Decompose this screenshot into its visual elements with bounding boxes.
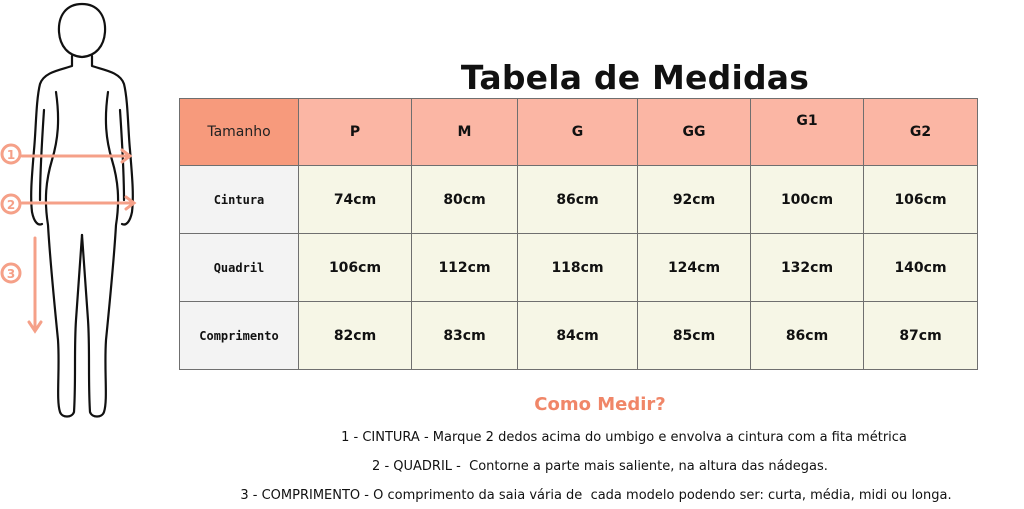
corner-cell: Tamanho xyxy=(180,99,299,166)
table-cell: 100cm xyxy=(751,166,864,234)
table-cell: 106cm xyxy=(299,234,412,302)
size-table xyxy=(179,98,978,370)
table-cell: 106cm xyxy=(864,166,978,234)
table-cell: 118cm xyxy=(518,234,638,302)
table-cell: 85cm xyxy=(638,302,751,370)
marker-3 xyxy=(2,264,20,282)
table-row xyxy=(180,302,978,370)
table-cell: 80cm xyxy=(412,166,518,234)
table-cell: 82cm xyxy=(299,302,412,370)
table-row xyxy=(180,234,978,302)
table-cell: 132cm xyxy=(751,234,864,302)
table-cell: 124cm xyxy=(638,234,751,302)
instruction-waist: 1 - CINTURA - Marque 2 dedos acima do umbigo e envolva a cintura com a fita métrica xyxy=(341,430,907,445)
marker-1 xyxy=(2,145,20,163)
size-header: GG xyxy=(638,99,751,166)
instruction-hip: 2 - QUADRIL - Contorne a parte mais saliente, na altura das nádegas. xyxy=(372,459,828,474)
svg-text:1: 1 xyxy=(6,148,16,162)
table-cell: 140cm xyxy=(864,234,978,302)
table-cell: 84cm xyxy=(518,302,638,370)
marker-2 xyxy=(2,195,20,213)
table-cell: 86cm xyxy=(518,166,638,234)
instruction-length: 3 - COMPRIMENTO - O comprimento da saia vária de cada modelo podendo ser: curta, média, midi ou longa. xyxy=(240,488,952,503)
size-header: M xyxy=(412,99,518,166)
row-label: Cintura xyxy=(180,166,299,234)
table-header-row xyxy=(180,99,978,166)
row-label: Comprimento xyxy=(180,302,299,370)
table-cell: 87cm xyxy=(864,302,978,370)
table-row xyxy=(180,166,978,234)
svg-text:3: 3 xyxy=(6,267,16,281)
size-header: G1 xyxy=(751,99,864,166)
svg-text:2: 2 xyxy=(6,198,16,212)
table-cell: 86cm xyxy=(751,302,864,370)
size-header: G xyxy=(518,99,638,166)
page-title: Tabela de Medidas xyxy=(460,58,810,97)
row-label: Quadril xyxy=(180,234,299,302)
size-header: P xyxy=(299,99,412,166)
table-cell: 74cm xyxy=(299,166,412,234)
body-measurement-figure xyxy=(0,0,150,509)
how-to-measure-title: Como Medir? xyxy=(534,394,666,415)
table-cell: 83cm xyxy=(412,302,518,370)
size-header: G2 xyxy=(864,99,978,166)
table-cell: 112cm xyxy=(412,234,518,302)
table-cell: 92cm xyxy=(638,166,751,234)
